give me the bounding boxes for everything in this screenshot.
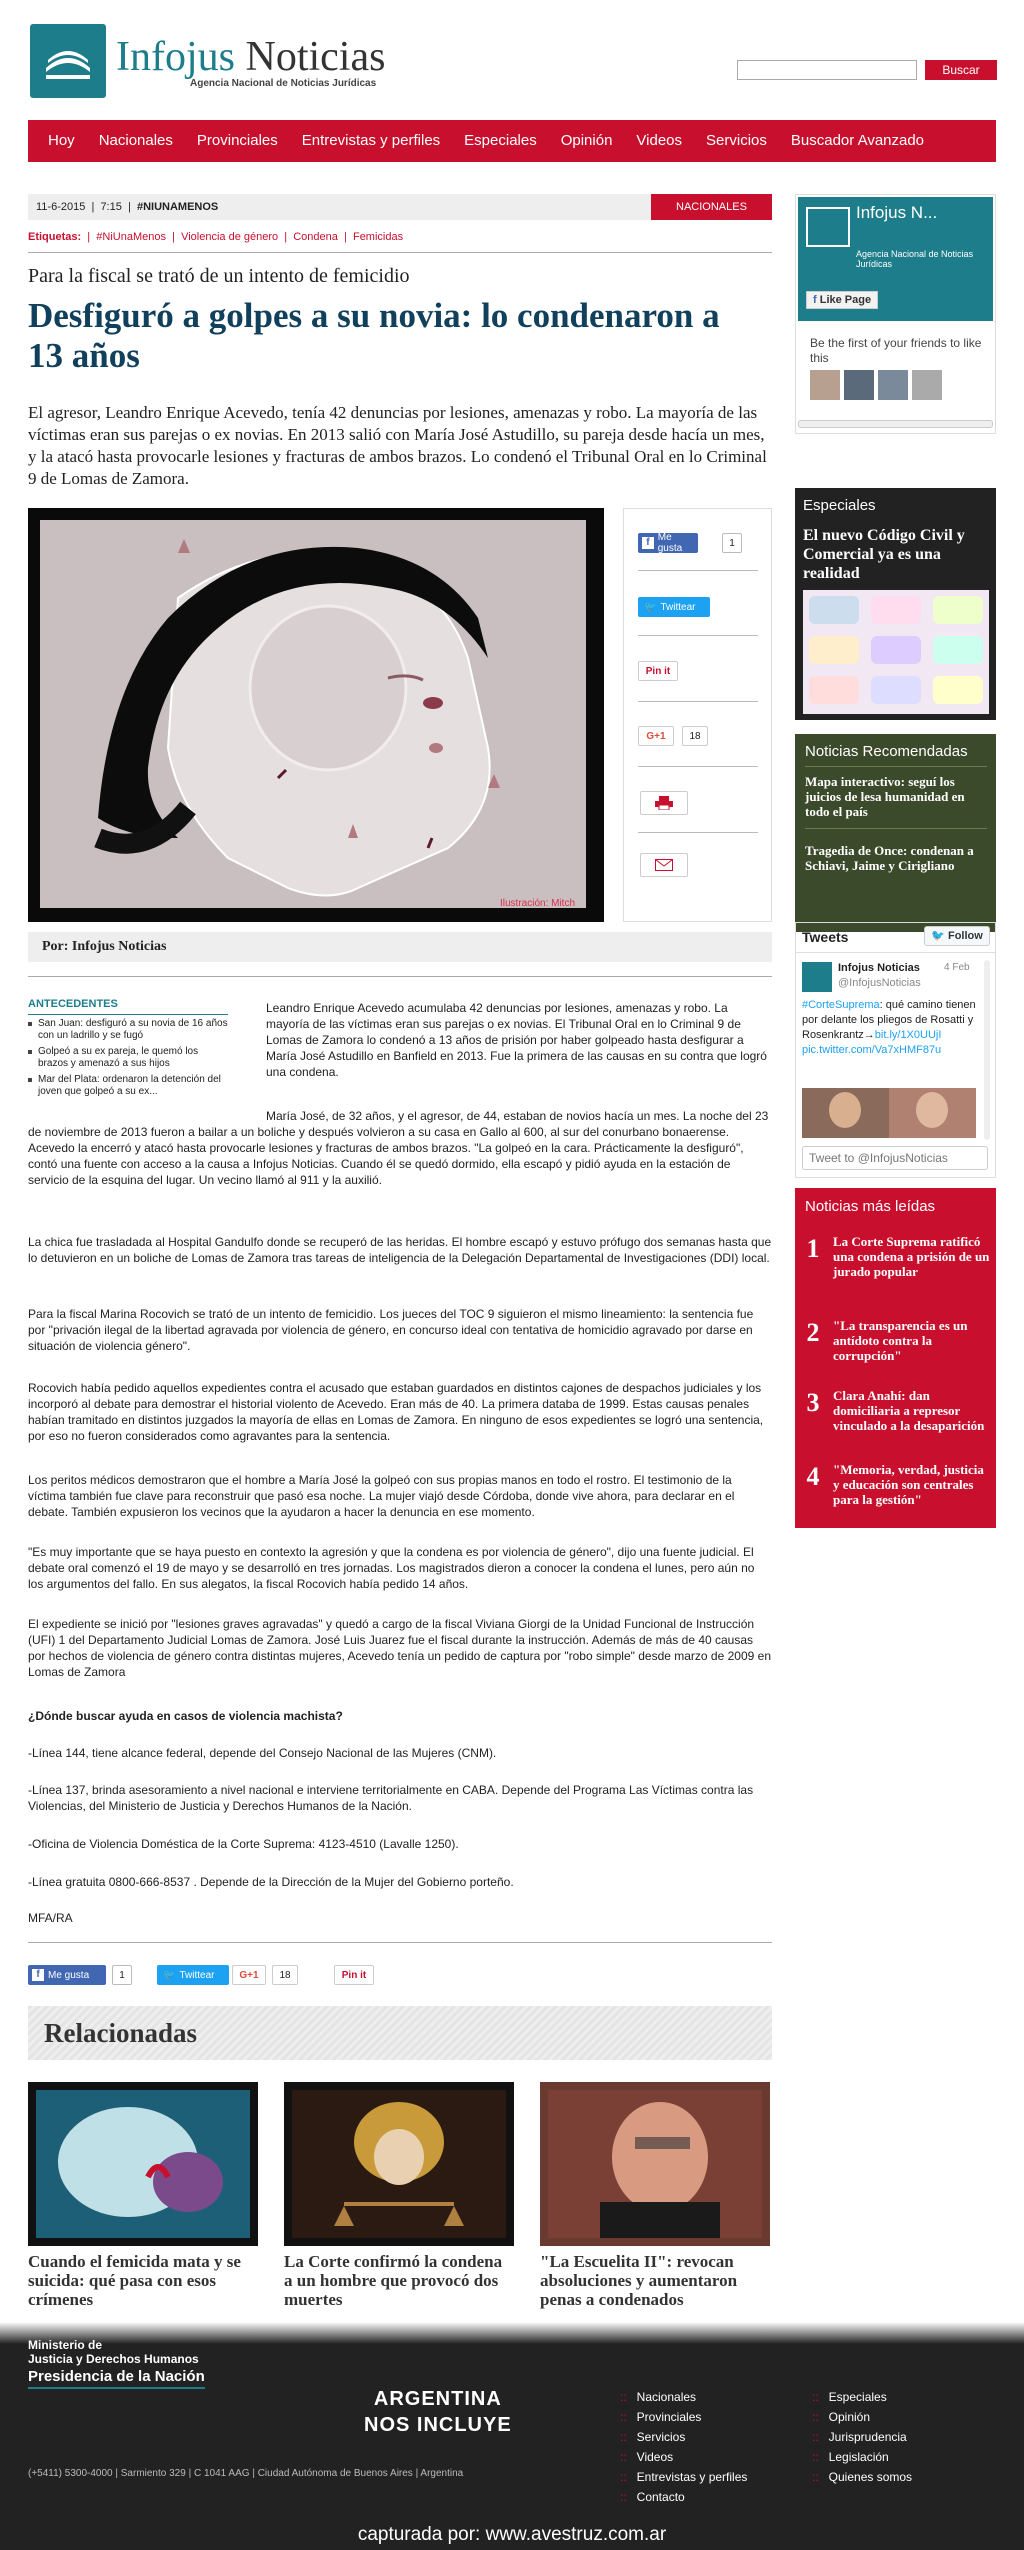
- tweet-date[interactable]: 4 Feb: [944, 962, 970, 973]
- friend-avatar[interactable]: [844, 370, 874, 400]
- pinterest-button[interactable]: Pin it: [334, 1965, 374, 1985]
- twitter-icon: 🐦: [644, 601, 657, 613]
- tweet-label: Twittear: [660, 601, 696, 613]
- footer-link[interactable]: [620, 2410, 701, 2424]
- site-logo[interactable]: [30, 24, 106, 98]
- paragraph: "Es muy importante que se haya puesto en contexto la agresión y que la condena es por violencia de género", dijo una fuente judicial. El debate oral comenzó el 19 de mayo y se desarrolló en tres jornadas. Los magistrados dieron a conocer la condena el lunes, pero aún no los argumentos del fallo. En sus alegatos, la fiscal Rocovich había pedido 14 años.: [28, 1545, 755, 1591]
- divider: [28, 1014, 228, 1015]
- footer-link[interactable]: [812, 2430, 907, 2444]
- divider: [28, 252, 772, 253]
- help-item: -Línea 144, tiene alcance federal, depende del Consejo Nacional de las Mujeres (CNM).: [28, 1746, 497, 1760]
- footer-link[interactable]: [812, 2390, 887, 2404]
- antecedente-link[interactable]: Mar del Plata: ordenaron la detención del joven que golpeó a su ex...: [28, 1074, 228, 1098]
- site-name[interactable]: Infojus Noticias: [116, 34, 386, 80]
- nav-item[interactable]: Opinión: [560, 132, 613, 149]
- nav-item[interactable]: Videos: [636, 132, 683, 149]
- footer-link-label: Opinión: [828, 2410, 871, 2424]
- related-illustration: [284, 2082, 514, 2246]
- facebook-cover[interactable]: [798, 197, 993, 321]
- footer-link-label: Especiales: [828, 2390, 887, 2404]
- bullet-icon: ::: [812, 2450, 819, 2464]
- bullet-icon: ::: [620, 2410, 627, 2424]
- gplus-button[interactable]: G+1: [638, 726, 674, 746]
- friend-avatar[interactable]: [878, 370, 908, 400]
- nav-item[interactable]: Nacionales: [98, 132, 173, 149]
- twitter-button[interactable]: [638, 597, 710, 617]
- tweet-compose[interactable]: Tweet to @InfojusNoticias: [802, 1146, 988, 1170]
- paragraph: María José, de 32 años, y el agresor, de 44, estaban de novios hacía un mes. La noche del 23 de noviembre de 2013 fueron a bailar a un boliche y después volvieron a su casa en Gallo al 600, al sur del conurbano bonaerense. Acevedo la encerró y atacó hasta provocarle lesiones y fracturas de ambos brazos. "La golpeó en la cara. Prácticamente la desfiguró", contó una fuente con acceso a la causa a Infojus Noticias. Cuando él se quedó dormido, ella escapó y pidió ayuda en la estación de servicio de la esquina del lugar. Un vecino llamó al 911 y la auxilió.: [28, 1109, 769, 1187]
- tweet-label: Twittear: [179, 1969, 215, 1981]
- tweet-hashtag[interactable]: #CorteSuprema: [802, 999, 880, 1011]
- bullet-icon: ::: [620, 2470, 627, 2484]
- friend-avatar[interactable]: [810, 370, 840, 400]
- article-kicker: Para la fiscal se trató de un intento de femicidio: [28, 265, 410, 287]
- ministry-line: Ministerio de: [28, 2338, 103, 2352]
- especiales-title[interactable]: El nuevo Código Civil y Comercial ya es una realidad: [803, 527, 965, 582]
- divider: [638, 570, 758, 571]
- especiales-illustration: [803, 590, 989, 714]
- illustration-art: [28, 508, 604, 922]
- footer-address: (+5411) 5300-4000 | Sarmiento 329 | C 1041 AAG | Ciudad Autónoma de Buenos Aires | Argentina: [28, 2468, 464, 2479]
- help-item: -Oficina de Violencia Doméstica de la Corte Suprema: 4123-4510 (Lavalle 1250).: [28, 1837, 459, 1851]
- page-name: Infojus N...: [856, 203, 938, 222]
- related-image[interactable]: [540, 2082, 770, 2246]
- footer-link-label: Jurisprudencia: [828, 2430, 907, 2444]
- like-page-label: Like Page: [819, 294, 872, 306]
- email-button[interactable]: [640, 853, 688, 877]
- tweet-author[interactable]: Infojus Noticias: [838, 962, 920, 974]
- bullet-icon: ::: [812, 2390, 819, 2404]
- tweet-image[interactable]: [802, 1088, 976, 1138]
- tweet-link[interactable]: pic.twitter.com/Va7xHMF87u: [802, 1044, 942, 1056]
- bullet-icon: ::: [620, 2390, 627, 2404]
- facebook-icon: f: [813, 294, 820, 306]
- facebook-icon: f: [642, 537, 654, 549]
- related-title[interactable]: "La Escuelita II": revocan absoluciones y aumentaron penas a condenados: [540, 2252, 738, 2309]
- divider: [805, 828, 987, 829]
- mas-leidas-label: Noticias más leídas: [805, 1198, 936, 1215]
- footer-link[interactable]: [812, 2410, 870, 2424]
- tweet-photo: [802, 1088, 976, 1138]
- recomendada-link[interactable]: Tragedia de Once: condenan a Schiavi, Jaime y Cirigliano: [805, 843, 974, 873]
- fb-like-count: 1: [112, 1965, 132, 1985]
- search-button[interactable]: Buscar: [925, 60, 997, 80]
- nav-item[interactable]: Especiales: [464, 132, 537, 149]
- bullet-icon: ::: [812, 2470, 819, 2484]
- page-subtitle: Agencia Nacional de Noticias Jurídicas: [856, 249, 974, 269]
- tag-link[interactable]: #NiUnaMenos: [96, 231, 166, 243]
- footer-link-label: Nacionales: [636, 2390, 697, 2404]
- bullet-icon: ::: [620, 2430, 627, 2444]
- main-nav: [28, 120, 996, 162]
- footer-link-label: Servicios: [636, 2430, 686, 2444]
- tweets-label: Tweets: [802, 929, 849, 945]
- tweet-link[interactable]: bit.ly/1X0UUjI: [874, 1029, 942, 1041]
- footer-link-label: Videos: [636, 2450, 674, 2464]
- tweets-scrollbar[interactable]: [984, 960, 990, 1140]
- twitter-button[interactable]: [157, 1965, 229, 1985]
- rank-number: 1: [806, 1234, 820, 1263]
- tag-link[interactable]: Femicidas: [352, 231, 404, 243]
- mas-leida-item[interactable]: [795, 1462, 996, 1507]
- date: 11-6-2015: [36, 201, 86, 213]
- friend-avatar[interactable]: [912, 370, 942, 400]
- time: 7:15: [100, 201, 122, 213]
- page-avatar: [806, 207, 850, 247]
- divider: [638, 832, 758, 833]
- mas-leida-title[interactable]: "La transparencia es un antídoto contra la corrupción": [833, 1318, 968, 1363]
- tag-link[interactable]: Condena: [293, 231, 338, 243]
- footer-link[interactable]: [620, 2430, 685, 2444]
- slogan-line: NOS INCLUYE: [364, 2414, 512, 2436]
- presidency-name[interactable]: Presidencia de la Nación: [28, 2368, 205, 2389]
- divider: [638, 635, 758, 636]
- nav-item[interactable]: Hoy: [48, 132, 75, 149]
- especiales-label: Especiales: [803, 497, 876, 514]
- mas-leida-title[interactable]: Clara Anahí: dan domiciliaria a represor vinculado a la desaparición: [833, 1388, 985, 1433]
- paragraph: Para la fiscal Marina Rocovich se trató de un intento de femicidio. Los jueces del TOC 9 siguieron el mismo lineamiento: la sentencia fue por "privación ilegal de la libertad agravada por violencia de género, en concurso ideal con tentativa de homicidio agravado por darse en situación de violencia género".: [28, 1307, 754, 1353]
- footer-link[interactable]: [812, 2450, 889, 2464]
- antecedente-link[interactable]: San Juan: desfiguró a su novia de 16 años con un ladrillo y se fugó: [28, 1018, 228, 1042]
- tags-label: Etiquetas:: [28, 231, 82, 243]
- tag-link[interactable]: Violencia de género: [181, 231, 279, 243]
- paragraph: Rocovich había pedido aquellos expedientes contra el acusado que estaban guardados en distintos cajones de despachos judiciales y los incorporó al debate para demostrar el historial violento de Acevedo. Eran más de 40. La primera databa de 1999. Estas causas penales habían tramitado en distintos juzgados la mayoría de ellas en Lomas de Zamora. En ninguno de esos expedientes se logró una sentencia, por eso no fueron considerados como agravantes para la sentencia.: [28, 1381, 764, 1443]
- rank-number: 4: [806, 1462, 820, 1491]
- recomendadas-label: Noticias Recomendadas: [805, 743, 968, 760]
- ministry-line: Justicia y Derechos Humanos: [28, 2352, 199, 2366]
- help-item: -Línea 137, brinda asesoramiento a nivel nacional e interviene territorialmente en CABA. Depende del Programa Las Víctimas contra las Violencias, del Ministerio de Justicia y Derechos Humanos de la Nación.: [28, 1783, 754, 1813]
- printer-icon: [655, 796, 673, 810]
- article-headline: Desfiguró a golpes a su novia: lo condenaron a 13 años: [28, 296, 720, 375]
- tags-row: Etiquetas: | #NiUnaMenos | Violencia de género | Condena | Femicidas: [28, 231, 404, 243]
- bullet-icon: ::: [812, 2410, 819, 2424]
- site-tagline: Agencia Nacional de Noticias Jurídicas: [190, 78, 377, 89]
- divider: [638, 766, 758, 767]
- footer-link-label: Entrevistas y perfiles: [636, 2470, 748, 2484]
- tweet-avatar[interactable]: [802, 962, 832, 992]
- especiales-image[interactable]: [803, 590, 989, 714]
- footer-link-label: Quienes somos: [828, 2470, 913, 2484]
- footer-link[interactable]: [620, 2470, 747, 2484]
- byline: Por: Infojus Noticias: [28, 932, 772, 962]
- slogan: [364, 2386, 512, 2438]
- article-illustration: [28, 508, 604, 922]
- slogan-line: ARGENTINA: [373, 2388, 502, 2410]
- follow-label: Follow: [947, 930, 983, 942]
- widget-scrollbar[interactable]: [798, 420, 993, 428]
- category-badge[interactable]: NACIONALES: [651, 194, 772, 220]
- antecedentes-title: ANTECEDENTES: [28, 998, 118, 1010]
- bullet-icon: ::: [812, 2430, 819, 2444]
- paragraph: El expediente se inició por "lesiones graves agravadas" y quedó a cargo de la fiscal Viviana Giorgi de la Unidad Funcional de Instrucción (UFI) 1 del Departamento Judicial Lomas de Zamora. José Luis Juarez fue el fiscal durante la instrucción. Además de más de 40 causas por hechos de violencia de género contra distintas mujeres, Acevedo tenía un pedido de captura por "robo simple" desde marzo de 2009 en Lomas de Zamora: [28, 1617, 771, 1679]
- mas-leida-title[interactable]: "Memoria, verdad, justicia y educación son centrales para la gestión": [833, 1462, 984, 1507]
- print-button[interactable]: [640, 791, 688, 815]
- illustration-credit: Ilustración: Mitch: [500, 898, 576, 909]
- related-image[interactable]: [284, 2082, 514, 2246]
- twitter-icon: 🐦: [163, 1969, 176, 1981]
- book-icon: [40, 38, 96, 84]
- nav-item[interactable]: Buscador Avanzado: [790, 132, 925, 149]
- capture-credit: capturada por: www.avestruz.com.ar: [357, 2524, 667, 2545]
- paragraph: Leandro Enrique Acevedo acumulaba 42 denuncias por lesiones, amenazas y robo. La mayoría de las víctimas eran sus parejas o ex novias. El Tribunal Oral en lo Criminal 9 de Lomas de Zamora lo condenó a 13 años de prisión por haber golpeado hasta desfigurar a María José Astudillo en Banfield en 2013. Fue la primera de las causas en su contra que logró una condena.: [266, 1001, 767, 1079]
- recomendadas-box: [795, 734, 996, 932]
- relacionadas-title: Relacionadas: [44, 2018, 198, 2048]
- rank-number: 3: [806, 1388, 820, 1417]
- mas-leida-item[interactable]: [795, 1234, 996, 1279]
- follow-button[interactable]: [924, 926, 990, 946]
- article-lead: El agresor, Leandro Enrique Acevedo, tenía 42 denuncias por lesiones, amenazas y robo. La mayoría de las víctimas eran sus parejas o ex novias. En 2013 salió con María José Astudillo, su pareja desde hacía un mes, y la atacó hasta provocarle lesiones y fracturas de ambos brazos. Lo condenó el Tribunal Oral en lo Criminal 9 de Lomas de Zamora.: [28, 403, 767, 488]
- hashtag[interactable]: #NIUNAMENOS: [136, 201, 219, 213]
- pinterest-button[interactable]: Pin it: [638, 661, 678, 681]
- nav-item[interactable]: Servicios: [706, 132, 767, 149]
- divider: [28, 1942, 772, 1943]
- divider: [805, 766, 987, 767]
- footer-link-label: Provinciales: [636, 2410, 702, 2424]
- footer-link[interactable]: [620, 2390, 696, 2404]
- search-input[interactable]: [737, 60, 917, 80]
- article-meta: 11-6-2015 | 7:15 | #NIUNAMENOS: [28, 194, 772, 220]
- fb-like-button[interactable]: [638, 533, 698, 553]
- bullet-icon: ::: [620, 2490, 627, 2504]
- footer-link[interactable]: [620, 2490, 685, 2504]
- antecedente-link[interactable]: Golpeó a su ex pareja, le quemó los brazos y amenazó a sus hijos: [28, 1046, 228, 1070]
- gplus-button[interactable]: G+1: [232, 1965, 266, 1985]
- paragraph: Los peritos médicos demostraron que el hombre a María José la golpeó con sus propias manos en todo el rostro. El testimonio de la víctima también fue clave para reconstruir que pasó esa noche. La mujer viajó desde Córdoba, donde vive ahora, para declarar en el debate. También expusieron los vecinos que la ayudaron a hacer la denuncia en ese momento.: [28, 1473, 735, 1519]
- paragraph: La chica fue trasladada al Hospital Gandulfo donde se recuperó de las heridas. El hombre escapó y estuvo prófugo dos semanas hasta que lo detuvieron en un boliche de Lomas de Zamora tras tareas de inteligencia de la Delegación Departamental de Investigaciones (DDI) local.: [28, 1235, 772, 1265]
- recomendada-link[interactable]: Mapa interactivo: seguí los juicios de lesa humanidad en todo el país: [805, 774, 965, 819]
- tweet-handle[interactable]: @InfojusNoticias: [838, 977, 921, 989]
- related-illustration: [28, 2082, 258, 2246]
- facebook-icon: f: [32, 1969, 44, 1981]
- gplus-count: 18: [682, 726, 708, 746]
- divider: [638, 701, 758, 702]
- envelope-icon: [655, 859, 673, 871]
- bullet-icon: ::: [620, 2450, 627, 2464]
- mas-leida-title[interactable]: La Corte Suprema ratificó una condena a prisión de un jurado popular: [833, 1234, 990, 1279]
- tweet-text: [802, 998, 976, 1058]
- footer-link[interactable]: [620, 2450, 673, 2464]
- help-title: ¿Dónde buscar ayuda en casos de violencia machista?: [28, 1709, 343, 1723]
- nav-item[interactable]: Provinciales: [196, 132, 278, 149]
- mas-leida-item[interactable]: [795, 1318, 996, 1363]
- related-title[interactable]: La Corte confirmó la condena a un hombre que provocó dos muertes: [284, 2252, 503, 2309]
- divider: [796, 952, 995, 953]
- friends-text: Be the first of your friends to like this: [810, 336, 982, 365]
- like-page-button[interactable]: [806, 291, 878, 309]
- footer-link-label: Legislación: [828, 2450, 889, 2464]
- nav-item[interactable]: Entrevistas y perfiles: [301, 132, 441, 149]
- tweet-body: : qué camino tienen por delante los pliegos de Rosatti y Rosenkrantz→: [802, 999, 976, 1041]
- like-label: Me gusta: [657, 532, 683, 554]
- mas-leida-item[interactable]: [795, 1388, 996, 1433]
- related-photo: [540, 2082, 770, 2246]
- related-title[interactable]: Cuando el femicida mata y se suicida: qué pasa con esos crímenes: [28, 2252, 241, 2309]
- rank-number: 2: [806, 1318, 820, 1347]
- like-label: Me gusta: [48, 1969, 90, 1981]
- signoff: MFA/RA: [28, 1911, 73, 1925]
- fb-like-count: 1: [722, 533, 742, 553]
- ministry-name[interactable]: [28, 2338, 199, 2366]
- footer-link-label: Contacto: [636, 2490, 685, 2504]
- footer-link[interactable]: [812, 2470, 912, 2484]
- twitter-icon: 🐦: [931, 930, 948, 942]
- fb-like-button[interactable]: [28, 1965, 106, 1985]
- related-image[interactable]: [28, 2082, 258, 2246]
- help-item: -Línea gratuita 0800-666-8537 . Depende de la Dirección de la Mujer del Gobierno porteño.: [28, 1875, 514, 1889]
- divider: [28, 976, 772, 977]
- gplus-count: 18: [272, 1965, 298, 1985]
